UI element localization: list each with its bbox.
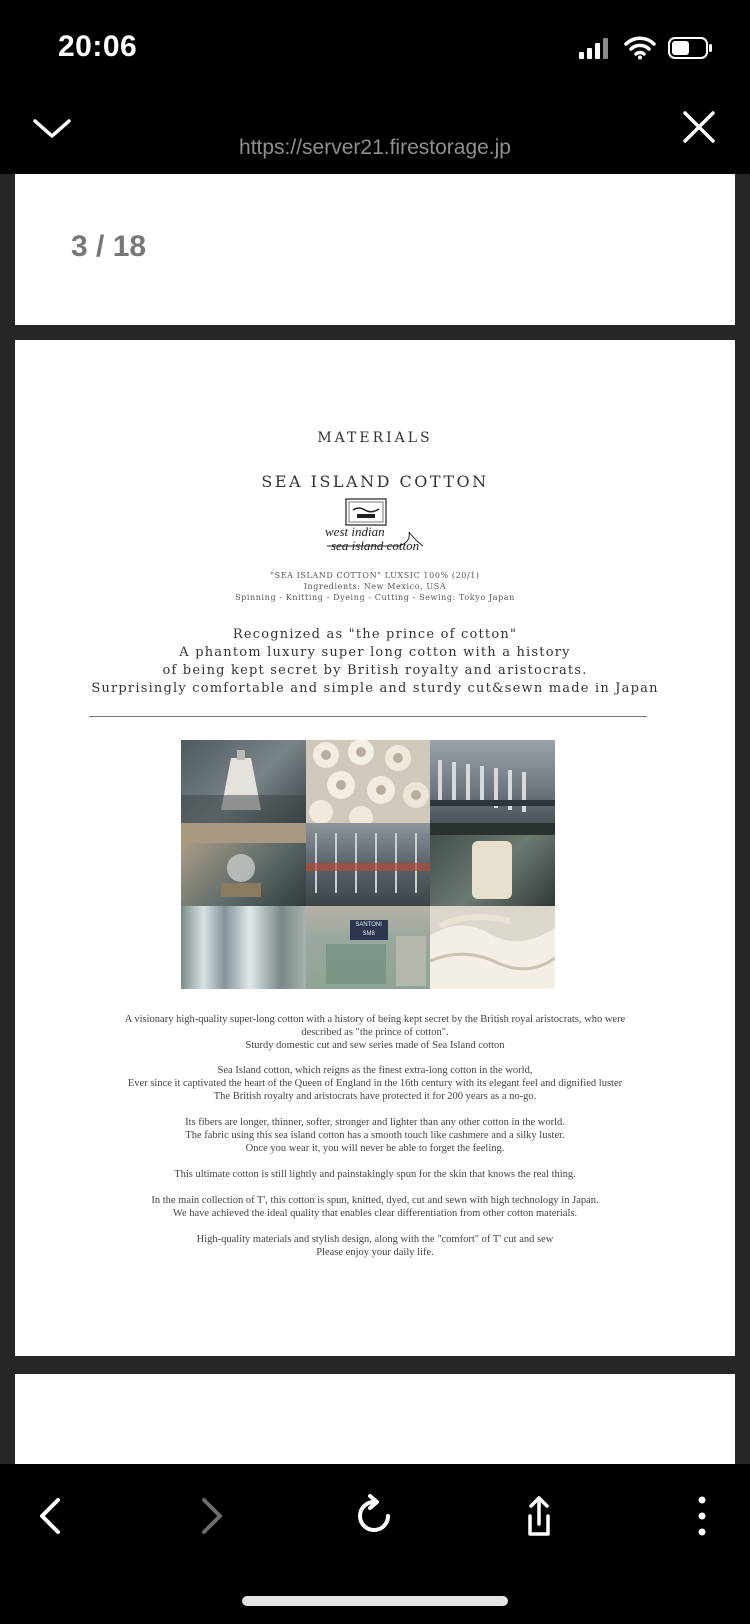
battery-icon (668, 36, 714, 60)
page-counter: 3 / 18 (71, 230, 147, 263)
body-text: High-quality materials and stylish design, along with the "comfort" of T' cut and sew (196, 1234, 554, 1245)
wifi-icon (624, 36, 656, 60)
spec-line: Spinning - Knitting - Dyeing - Cutting - Sewing: Tokyo Japan (235, 593, 515, 602)
share-icon[interactable] (514, 1492, 562, 1540)
tagline-line: Recognized as "the prince of cotton" (232, 627, 518, 642)
tagline-line: Surprisingly comfortable and simple and sturdy cut&sewn made in Japan (91, 681, 659, 696)
status-bar (0, 0, 750, 96)
body-text: Sturdy domestic cut and sew series made of Sea Island cotton (245, 1040, 505, 1051)
body-text: In the main collection of T', this cotton is spun, knitted, dyed, cut and sewn with high technology in Japan. (151, 1195, 599, 1206)
photo-cotton-rolls (306, 740, 431, 823)
photo-yarn-cone (181, 740, 306, 823)
reload-icon[interactable] (350, 1492, 398, 1540)
back-icon[interactable] (28, 1492, 76, 1540)
body-text: The British royalty and aristocrats have protected it for 200 years as a no-go. (213, 1091, 537, 1102)
tagline-line: of being kept secret by British royalty and aristocrats. (162, 663, 588, 678)
status-icons (578, 34, 714, 62)
section-label: MATERIALS (317, 430, 433, 446)
status-time: 20:06 (58, 30, 138, 63)
document-viewer[interactable] (0, 174, 750, 1464)
document-page (15, 340, 735, 1356)
page-title: SEA ISLAND COTTON (261, 472, 489, 491)
home-indicator[interactable] (242, 1596, 508, 1606)
divider (89, 716, 647, 717)
body-text: described as "the prince of cotton". (301, 1027, 449, 1038)
forward-icon[interactable] (186, 1492, 234, 1540)
photo-collage (181, 740, 555, 989)
body-text: Once you wear it, you will never be able to forget the feeling. (245, 1143, 505, 1154)
url-display: https://server21.firestorage.jp (239, 136, 511, 159)
body-text: Sea Island cotton, which reigns as the finest extra-long cotton in the world, (217, 1065, 533, 1076)
spec-line: "SEA ISLAND COTTON" LUXSIC 100% (20/1) (270, 571, 480, 580)
photo-santoni-machine (306, 906, 431, 989)
body-text: This ultimate cotton is still lightly and painstakingly spun for the skin that knows the real thing. (174, 1169, 576, 1180)
photo-spinning-machines (430, 740, 555, 823)
next-page (15, 1374, 735, 1464)
body-text: Ever since it captivated the heart of the Queen of England in the 16th century with its elegant feel and dignified luster (127, 1078, 623, 1089)
body-text: A visionary high-quality super-long cotton with a history of being kept secret by the British royal aristocrats, who were (124, 1014, 626, 1025)
body-text: We have achieved the ideal quality that enables clear differentiation from other cotton materials. (172, 1208, 578, 1219)
previous-page (15, 174, 735, 325)
more-icon[interactable] (678, 1492, 726, 1540)
tagline-line: A phantom luxury super long cotton with a history (179, 645, 571, 660)
body-text: Please enjoy your daily life. (316, 1247, 434, 1258)
photo-folded-fabric (430, 906, 555, 989)
logo-text-line1: west indian (325, 524, 385, 539)
photo-knitting-machine (181, 823, 306, 906)
browser-header (0, 96, 750, 174)
photo-light-panels (181, 906, 306, 989)
brand-logo (315, 498, 425, 558)
signal-icon (578, 36, 612, 60)
machine-badge-model: SM8 (362, 931, 375, 937)
logo-text-line2: sea island cotton (331, 538, 420, 553)
machine-badge-brand: SANTONI (355, 922, 382, 928)
body-text: Its fibers are longer, thinner, softer, stronger and lighter than any other cotton in the world. (185, 1117, 565, 1128)
photo-circular-knitting (306, 823, 431, 906)
spec-line: Ingredients: New Mexico, USA (303, 582, 447, 591)
close-icon[interactable] (682, 110, 716, 144)
photo-dyeing-machine (430, 823, 555, 906)
body-text: The fabric using this sea island cotton has a smooth touch like cashmere and a silky luster. (185, 1130, 565, 1141)
